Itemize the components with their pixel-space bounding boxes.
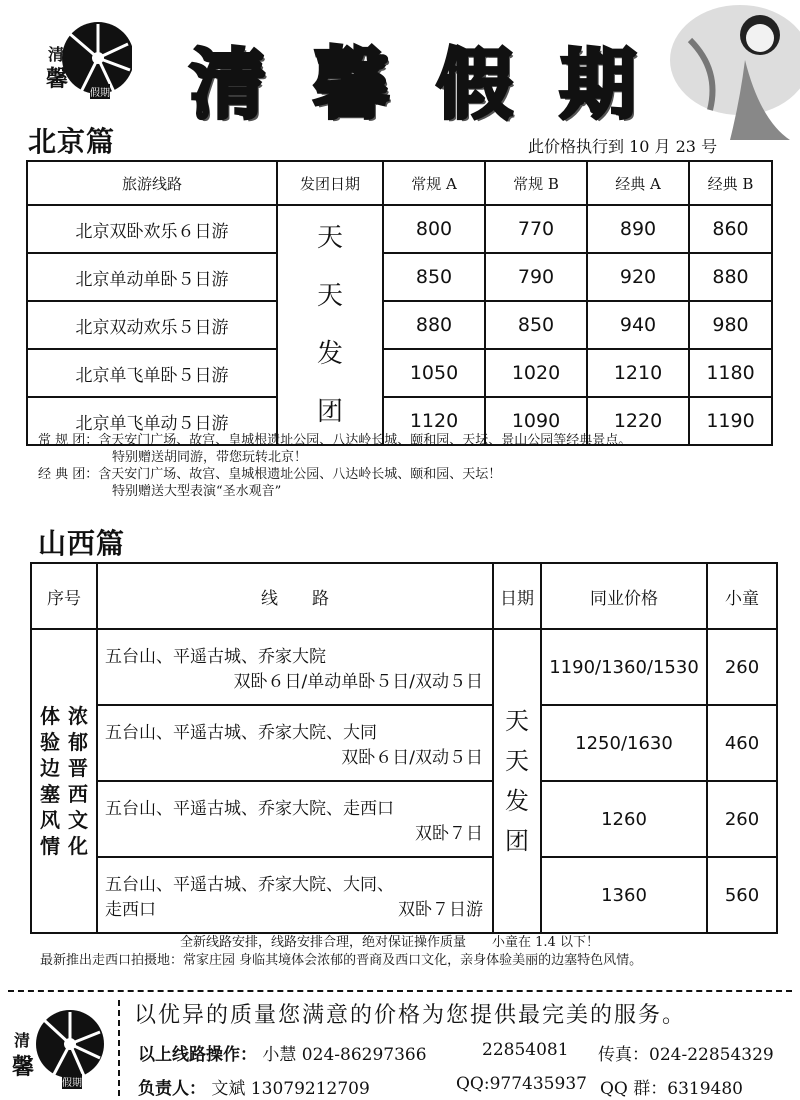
note-line: 常 规 团：含天安门广场、故宫、皇城根遗址公园、八达岭长城、颐和园、天坛、景山公园等经典景点。 (38, 433, 632, 448)
note-line: 特别赠送大型表演“圣水观音” (112, 484, 282, 499)
route-line: 五台山、平遥古城、乔家大院、大同 (105, 723, 377, 743)
header-regular-a: 常规 A (383, 161, 485, 205)
qq-group: QQ 群：6319480 (600, 1079, 743, 1099)
route-cell (97, 857, 493, 933)
daily-departure (493, 629, 541, 933)
price-cell: 1190/1360/1530 (541, 629, 707, 705)
price-cell: 860 (689, 205, 772, 253)
table-row (31, 857, 777, 933)
price-cell: 980 (689, 301, 772, 349)
beijing-price-table (26, 160, 773, 446)
header-date: 日期 (493, 563, 541, 629)
header-classic-b: 经典 B (689, 161, 772, 205)
footer-logo (8, 1000, 120, 1096)
operator-contact: 小慧 024-86297366 (262, 1045, 427, 1065)
price-cell: 1250/1630 (541, 705, 707, 781)
header-trade-price: 同业价格 (541, 563, 707, 629)
price-cell: 890 (587, 205, 689, 253)
daily-char: 发 (505, 787, 529, 815)
price-cell: 940 (587, 301, 689, 349)
price-cell: 1360 (541, 857, 707, 933)
theme-char: 西 (68, 782, 88, 806)
price-valid-note: 此价格执行到 10 月 23 号 (528, 137, 718, 156)
fax: 传真：024-22854329 (598, 1045, 774, 1065)
theme-char: 验 (40, 730, 60, 754)
header-route: 旅游线路 (27, 161, 277, 205)
note-line: 经 典 团：含天安门广场、故宫、皇城根遗址公园、八达岭长城、颐和园、天坛！ (38, 467, 502, 482)
header-child: 小童 (707, 563, 777, 629)
table-header-row (27, 161, 772, 205)
route-name: 北京双动欢乐５日游 (27, 301, 277, 349)
section-title-shanxi: 山西篇 (38, 527, 126, 560)
theme-char: 化 (68, 834, 88, 858)
daily-char: 团 (316, 397, 343, 427)
child-price-cell: 260 (707, 781, 777, 857)
operator-row (138, 1040, 427, 1065)
route-line: 双卧７日游 (398, 900, 483, 920)
logo-text-main: 馨 (12, 1055, 35, 1080)
table-row (27, 301, 772, 349)
table-row (31, 781, 777, 857)
price-cell: 1220 (587, 397, 689, 445)
daily-char: 天 (316, 281, 343, 311)
theme-char: 浓 (68, 704, 88, 728)
route-name: 北京单动单卧５日游 (27, 253, 277, 301)
note-line: 全新线路安排，线路安排合理，绝对保证操作质量 小童在 1.4 以下！ (180, 935, 599, 950)
qq-number: QQ:977435937 (456, 1074, 587, 1094)
logo-text-top: 清 (48, 45, 65, 64)
route-name: 北京双卧欢乐６日游 (27, 205, 277, 253)
theme-char: 情 (40, 834, 60, 858)
theme-char: 郁 (68, 730, 88, 754)
route-line: 五台山、平遥古城、乔家大院、大同、 (105, 875, 394, 895)
header-route: 线 路 (97, 563, 493, 629)
theme-char: 风 (40, 808, 60, 832)
operator-label: 以上线路操作： (138, 1045, 257, 1065)
route-name: 北京单飞单动５日游 (27, 397, 277, 445)
section-title-beijing: 北京篇 (28, 125, 116, 158)
child-price-cell: 460 (707, 705, 777, 781)
manager-row (138, 1074, 370, 1099)
price-cell: 880 (383, 301, 485, 349)
logo-text-main: 馨 (46, 67, 69, 92)
route-cell (97, 781, 493, 857)
manager-contact: 文斌 13079212709 (211, 1079, 370, 1099)
logo (40, 14, 132, 106)
theme-char: 边 (40, 756, 60, 780)
logo-text-sub: 假期 (62, 1074, 82, 1089)
price-cell: 920 (587, 253, 689, 301)
price-cell: 800 (383, 205, 485, 253)
daily-char: 天 (505, 707, 529, 735)
child-price-cell: 260 (707, 629, 777, 705)
daily-char: 团 (505, 827, 529, 855)
route-cell (97, 705, 493, 781)
price-cell: 850 (383, 253, 485, 301)
title-char: 馨 (313, 39, 390, 129)
table-header-row (31, 563, 777, 629)
header-date: 发团日期 (277, 161, 383, 205)
page-title (178, 28, 648, 128)
price-cell: 1120 (383, 397, 485, 445)
note-line: 特别赠送胡同游，带您玩转北京！ (112, 450, 308, 465)
daily-char: 天 (505, 747, 529, 775)
phone2: 22854081 (482, 1040, 569, 1060)
route-line: 双卧７日 (415, 824, 483, 844)
table-row (27, 349, 772, 397)
price-cell: 1190 (689, 397, 772, 445)
price-cell: 770 (485, 205, 587, 253)
price-cell: 1180 (689, 349, 772, 397)
price-cell: 1050 (383, 349, 485, 397)
theme-char: 塞 (40, 782, 60, 806)
theme-char: 文 (68, 808, 88, 832)
price-cell: 1260 (541, 781, 707, 857)
girl-illustration (650, 0, 800, 150)
table-row (31, 705, 777, 781)
logo-text-top: 清 (14, 1031, 31, 1050)
price-cell: 880 (689, 253, 772, 301)
price-cell: 1210 (587, 349, 689, 397)
title-char: 清 (190, 39, 266, 129)
shanxi-price-table (30, 562, 778, 934)
header-classic-a: 经典 A (587, 161, 689, 205)
beijing-notes (38, 432, 631, 500)
theme-char: 体 (40, 704, 60, 728)
note-line: 最新推出走西口拍摄地：常家庄园 身临其境体会浓郁的晋商及西口文化，亲身体验美丽的边塞特色风情。 (40, 953, 643, 968)
table-row (27, 205, 772, 253)
route-name: 北京单飞单卧５日游 (27, 349, 277, 397)
theme-column (31, 629, 97, 933)
route-line: 五台山、平遥古城、乔家大院、走西口 (105, 799, 394, 819)
manager-label: 负责人： (138, 1079, 206, 1099)
logo-text-sub: 假期 (90, 84, 110, 99)
child-price-cell: 560 (707, 857, 777, 933)
route-line: 五台山、平遥古城、乔家大院 (105, 647, 326, 667)
daily-char: 天 (316, 223, 343, 253)
header-index: 序号 (31, 563, 97, 629)
price-cell: 790 (485, 253, 587, 301)
header-regular-b: 常规 B (485, 161, 587, 205)
slogan: 以优异的质量您满意的价格为您提供最完美的服务。 (134, 1003, 687, 1028)
title-char: 期 (559, 39, 636, 129)
daily-char: 发 (316, 339, 343, 369)
route-line: 双卧６日/单动单卧５日/双动５日 (233, 672, 483, 692)
price-cell: 1020 (485, 349, 587, 397)
table-row (31, 629, 777, 705)
route-cell (97, 629, 493, 705)
shanxi-notes (40, 934, 780, 970)
price-cell: 850 (485, 301, 587, 349)
daily-departure (277, 205, 383, 445)
theme-char: 晋 (68, 756, 88, 780)
route-line: 双卧６日/双动５日 (341, 748, 483, 768)
title-char: 假 (436, 39, 513, 129)
route-line: 走西口 (105, 900, 156, 920)
price-cell: 1090 (485, 397, 587, 445)
table-row (27, 253, 772, 301)
